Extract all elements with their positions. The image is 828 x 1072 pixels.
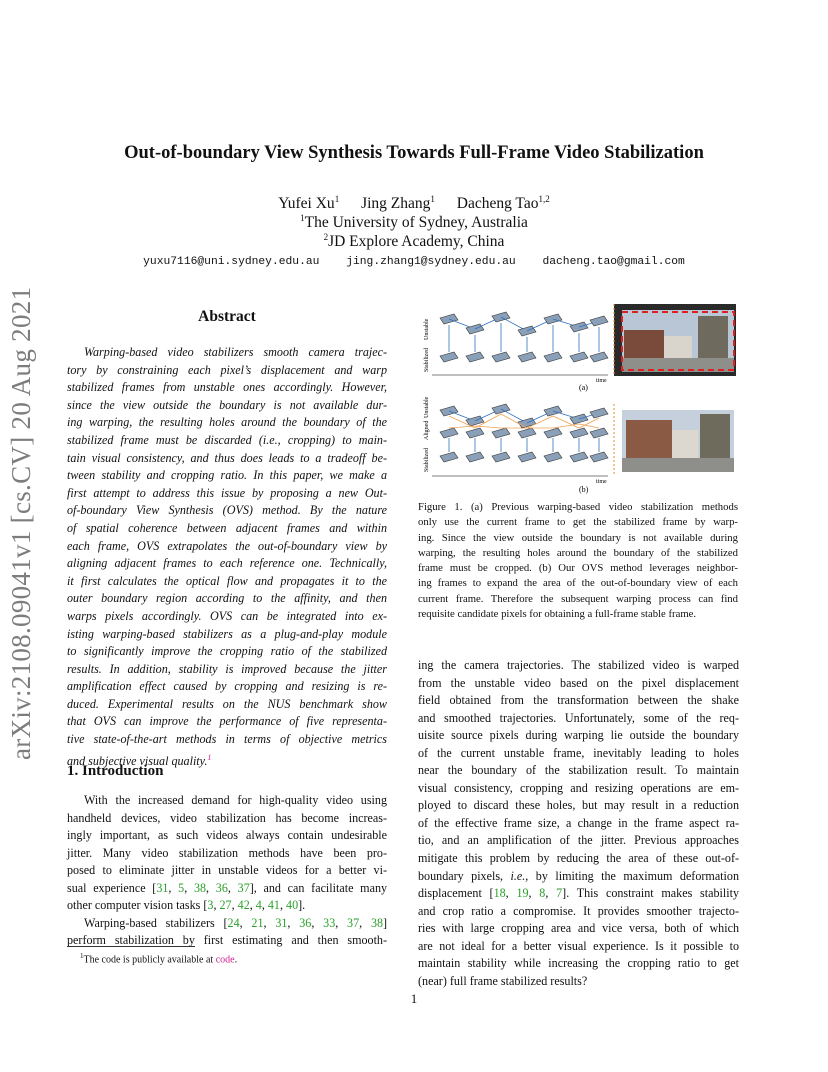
citation-link[interactable]: 19 xyxy=(516,886,529,901)
text-line: warps pixels accordingly. OVS can be integrated into ex- xyxy=(67,608,387,623)
author-list xyxy=(0,194,828,213)
citation-link[interactable]: 5 xyxy=(178,880,185,895)
stabilized-frame xyxy=(466,352,484,362)
aligned-frame xyxy=(570,428,588,438)
author: Jing Zhang$^1$ xyxy=(361,194,435,213)
figure-1-graphic xyxy=(418,300,740,498)
abstract-heading: Abstract xyxy=(198,308,256,325)
trajectory-line xyxy=(475,426,501,428)
text-line: boundary pixels, i.e., by limiting the maximum deformation xyxy=(418,868,739,883)
citation-link[interactable]: 31 xyxy=(275,915,288,930)
email[interactable]: dacheng.tao@gmail.com xyxy=(542,256,685,268)
text-line: of the current unstable frame, inevitably leading to holes xyxy=(418,745,739,760)
citation-link[interactable]: 18 xyxy=(493,886,506,901)
text-line: tween stability and cropping ratio. In this paper, we make a xyxy=(67,468,387,483)
author-emails xyxy=(0,256,828,268)
text-line: Warping-based video stabilizers smooth camera trajec- xyxy=(84,345,387,359)
abstract-body xyxy=(67,344,387,766)
text-line: of-boundary View Synthesis (OVS) method. By the nature xyxy=(67,503,387,518)
stabilized-frame xyxy=(518,352,536,362)
citation-link[interactable]: 40 xyxy=(286,898,299,913)
text-line: near the boundary of the stabilization result. To maintain xyxy=(418,763,739,778)
citation-link[interactable]: 36 xyxy=(215,880,228,895)
text-line: field obtained from the transformation between the shake xyxy=(418,693,739,708)
text-line: duced. Experimental results on the NUS benchmark show xyxy=(67,696,387,711)
text-line: from the unstable video based on the pixel displacement xyxy=(418,675,739,690)
text-line: sual experience [31, 5, 38, 36, 37], and can facilitate many xyxy=(67,880,388,895)
author: Yufei Xu$^1$ xyxy=(278,194,340,213)
text-line: mitigate this problem by reducing the area of these out-of- xyxy=(418,851,739,866)
citation-link[interactable]: 24 xyxy=(227,915,240,930)
text-line: ing frames to expand the area of the out-of-boundary view of each xyxy=(418,577,738,590)
citation-link[interactable]: 36 xyxy=(299,915,312,930)
stabilized-frame xyxy=(492,452,510,462)
affiliation: $^2$JD Explore Academy, China xyxy=(323,232,505,251)
citation-link[interactable]: 38 xyxy=(193,880,207,895)
text-line: are not ideal for a better visual experience. Is it possible to xyxy=(418,938,739,953)
text-line: stabilized frames from unstable ones accordingly. However, xyxy=(67,380,387,395)
text-line: ries with large cropping area and vice versa, both of which xyxy=(418,921,739,936)
stabilized-frame xyxy=(492,352,510,362)
text-line: frame must be cropped. (b) Our OVS method leverages neighbor- xyxy=(418,562,738,575)
footnote-marker[interactable]: 1 xyxy=(207,752,212,762)
figure-1-caption xyxy=(418,500,738,622)
citation-link[interactable]: 42 xyxy=(237,898,250,913)
text-line: since the view outside the boundary is not available dur- xyxy=(67,397,387,412)
row-label-stabilized: Stabilized xyxy=(424,448,430,472)
email[interactable]: jing.zhang1@sydney.edu.au xyxy=(346,256,516,268)
stabilized-frame xyxy=(440,452,458,462)
panel-a-frames xyxy=(440,312,608,362)
figure-1 xyxy=(418,300,740,498)
aligned-frame xyxy=(544,428,562,438)
unstable-frame xyxy=(590,408,608,418)
unstable-frame xyxy=(590,316,608,326)
stabilized-frame xyxy=(466,452,484,462)
aligned-frame xyxy=(518,428,536,438)
panel-b-label: (b) xyxy=(579,485,589,494)
author: Dacheng Tao$^{1,2}$ xyxy=(456,194,550,213)
panel-a-photo xyxy=(614,304,736,376)
text-line: visual consistency, cropping and resizing operations are em- xyxy=(418,780,739,795)
text-line: of the effective frame size, a change in the frame aspect ra- xyxy=(418,815,739,830)
text-line: only use the current frame to get the stabilized frame by warp- xyxy=(418,516,738,529)
text-line: tory by constraining each pixel’s displacement and warp xyxy=(67,362,387,377)
text-line: that OVS can improve the performance of five representa- xyxy=(67,714,387,729)
text-line: tive state-of-the-art methods in terms of objective metrics xyxy=(67,732,387,747)
footnote-rule xyxy=(67,946,195,947)
text-line: tio, and an amplification of the jitter. Previous approaches xyxy=(418,833,739,848)
row-label-stabilized: Stabilized xyxy=(424,348,430,372)
citation-link[interactable]: 38 xyxy=(370,915,384,930)
citation-link[interactable]: 21 xyxy=(251,915,264,930)
citation-link[interactable]: 8 xyxy=(539,886,546,901)
citation-link[interactable]: 4 xyxy=(255,898,262,913)
introduction-body xyxy=(67,792,387,950)
text-line: displacement [18, 19, 8, 7]. This constraint makes stability xyxy=(418,886,740,901)
text-line: of spatial coherence between adjacent frames and within xyxy=(67,520,387,535)
text-line: current frame. Therefore the subsequent warping process can find xyxy=(418,592,738,605)
introduction-body-continued xyxy=(418,657,739,990)
stabilized-frame xyxy=(518,452,536,462)
text-line: ing warping, the resulting holes around the boundary of the xyxy=(67,415,387,430)
text-line: maintain stability while increasing the cropping ratio to get xyxy=(418,956,739,971)
text-line: With the increased demand for high-quality video using xyxy=(84,793,387,807)
stabilized-frame xyxy=(544,352,562,362)
text-line: ing the camera trajectories. The stabilized video is warped xyxy=(418,658,739,672)
text-line: perform stabilization by first estimating and then smooth- xyxy=(67,933,387,948)
text-line: warping, the resulting holes around the boundary of the stabilized xyxy=(418,546,738,559)
text-line: it first calculates the optical flow and propagates it to the xyxy=(67,573,387,588)
panel-b-photo xyxy=(614,404,734,476)
stabilized-frame xyxy=(544,452,562,462)
text-line: isting warping-based stabilizers as a plug-and-play module xyxy=(67,626,387,641)
text-line: outer boundary region according to the affinity, and then xyxy=(67,591,387,606)
text-line: and crop ratio a compromise. It provides smoother trajecto- xyxy=(418,903,739,918)
email[interactable]: yuxu7116@uni.sydney.edu.au xyxy=(143,256,320,268)
text-line: requisite candidate pixels for obtaining a full-frame stable frame. xyxy=(418,608,697,621)
text-line: uisite source pixels during warping lie outside the boundary xyxy=(418,728,739,743)
text-line: results. In addition, stability is improved because the jitter xyxy=(67,661,387,676)
row-label-aligned: Aligned xyxy=(424,420,430,440)
text-line: first attempt to address this issue by proposing a new Out- xyxy=(67,485,387,500)
time-label: time xyxy=(596,378,607,384)
text-line: (near) full frame stabilized results? xyxy=(418,973,588,988)
paper-title: Out-of-boundary View Synthesis Towards Full-Frame Video Stabilization xyxy=(124,143,704,163)
text-line: posed to eliminate jitter in unstable videos for a better vi- xyxy=(67,863,387,878)
text-line: amplification effect caused by cropping and resizing is re- xyxy=(67,679,387,694)
text-line: ployed to discard these holes, but may result in a reduction xyxy=(418,798,739,813)
section-heading-introduction: 1. Introduction xyxy=(67,763,164,779)
aligned-frame xyxy=(590,428,608,438)
text-line: and smoothed trajectories. Unfortunately, some of the req- xyxy=(418,710,739,725)
arxiv-sidebar-id: arXiv:2108.09041v1 [cs.CV] 20 Aug 2021 xyxy=(6,286,36,760)
stabilized-frame xyxy=(570,452,588,462)
text-line: Warping-based stabilizers [24, 21, 31, 36, 33, 37, 38] xyxy=(84,915,388,930)
aligned-frame xyxy=(440,428,458,438)
citation-link[interactable]: 37 xyxy=(347,915,360,930)
text-line: Figure 1. (a) Previous warping-based video stabilization methods xyxy=(418,501,738,513)
text-line: to significantly improve the cropping ratio of the stabilized xyxy=(67,644,387,659)
code-link[interactable]: code xyxy=(215,954,235,966)
citation-link[interactable]: 33 xyxy=(323,915,336,930)
affiliation: $^1$The University of Sydney, Australia xyxy=(300,213,528,232)
text-line: jitter. Many video stabilization methods have been pro- xyxy=(67,845,387,860)
citation-link[interactable]: 27 xyxy=(219,898,232,913)
text-line: ingly important, as such videos always contain undesirable xyxy=(67,828,387,843)
text-line: each frame, OVS extrapolates the out-of-boundary view by xyxy=(67,538,387,553)
text-line: stabilized frame must be discarded (i.e., cropping) to main- xyxy=(67,432,387,447)
stabilized-frame xyxy=(590,352,608,362)
footnote: $^1$The code is publicly available at code. xyxy=(80,952,238,966)
stabilized-frame xyxy=(440,352,458,362)
time-label: time xyxy=(596,479,607,485)
panel-a-label: (a) xyxy=(579,383,588,392)
citation-link[interactable]: 3 xyxy=(207,898,214,913)
page-number: 1 xyxy=(410,991,418,1006)
aligned-frame xyxy=(492,428,510,438)
row-label-unstable: Unstable xyxy=(424,396,430,418)
citation-link[interactable]: 41 xyxy=(267,898,280,913)
stabilized-frame xyxy=(570,352,588,362)
text-line: and subjective visual quality.$^1$ xyxy=(67,752,212,768)
citation-link[interactable]: 37 xyxy=(237,880,250,895)
citation-link[interactable]: 7 xyxy=(556,886,563,901)
panel-b-frames xyxy=(440,404,608,462)
text-line: aligning adjacent frames to each reference one. Technically, xyxy=(67,556,387,571)
citation-link[interactable]: 31 xyxy=(156,880,169,895)
text-line: ing. Since the view outside the boundary is not available during xyxy=(418,531,738,544)
aligned-frame xyxy=(466,428,484,438)
stabilized-frame xyxy=(590,452,608,462)
text-line: tain visual consistency, and thus does leads to a tradeoff be- xyxy=(67,450,387,465)
trajectory-line xyxy=(579,424,599,428)
text-line: other computer vision tasks [3, 27, 42, 4, 41, 40]. xyxy=(67,898,306,913)
text-line: handheld devices, video stabilization has become increas- xyxy=(67,810,387,825)
row-label-unstable: Unstable xyxy=(424,318,430,340)
